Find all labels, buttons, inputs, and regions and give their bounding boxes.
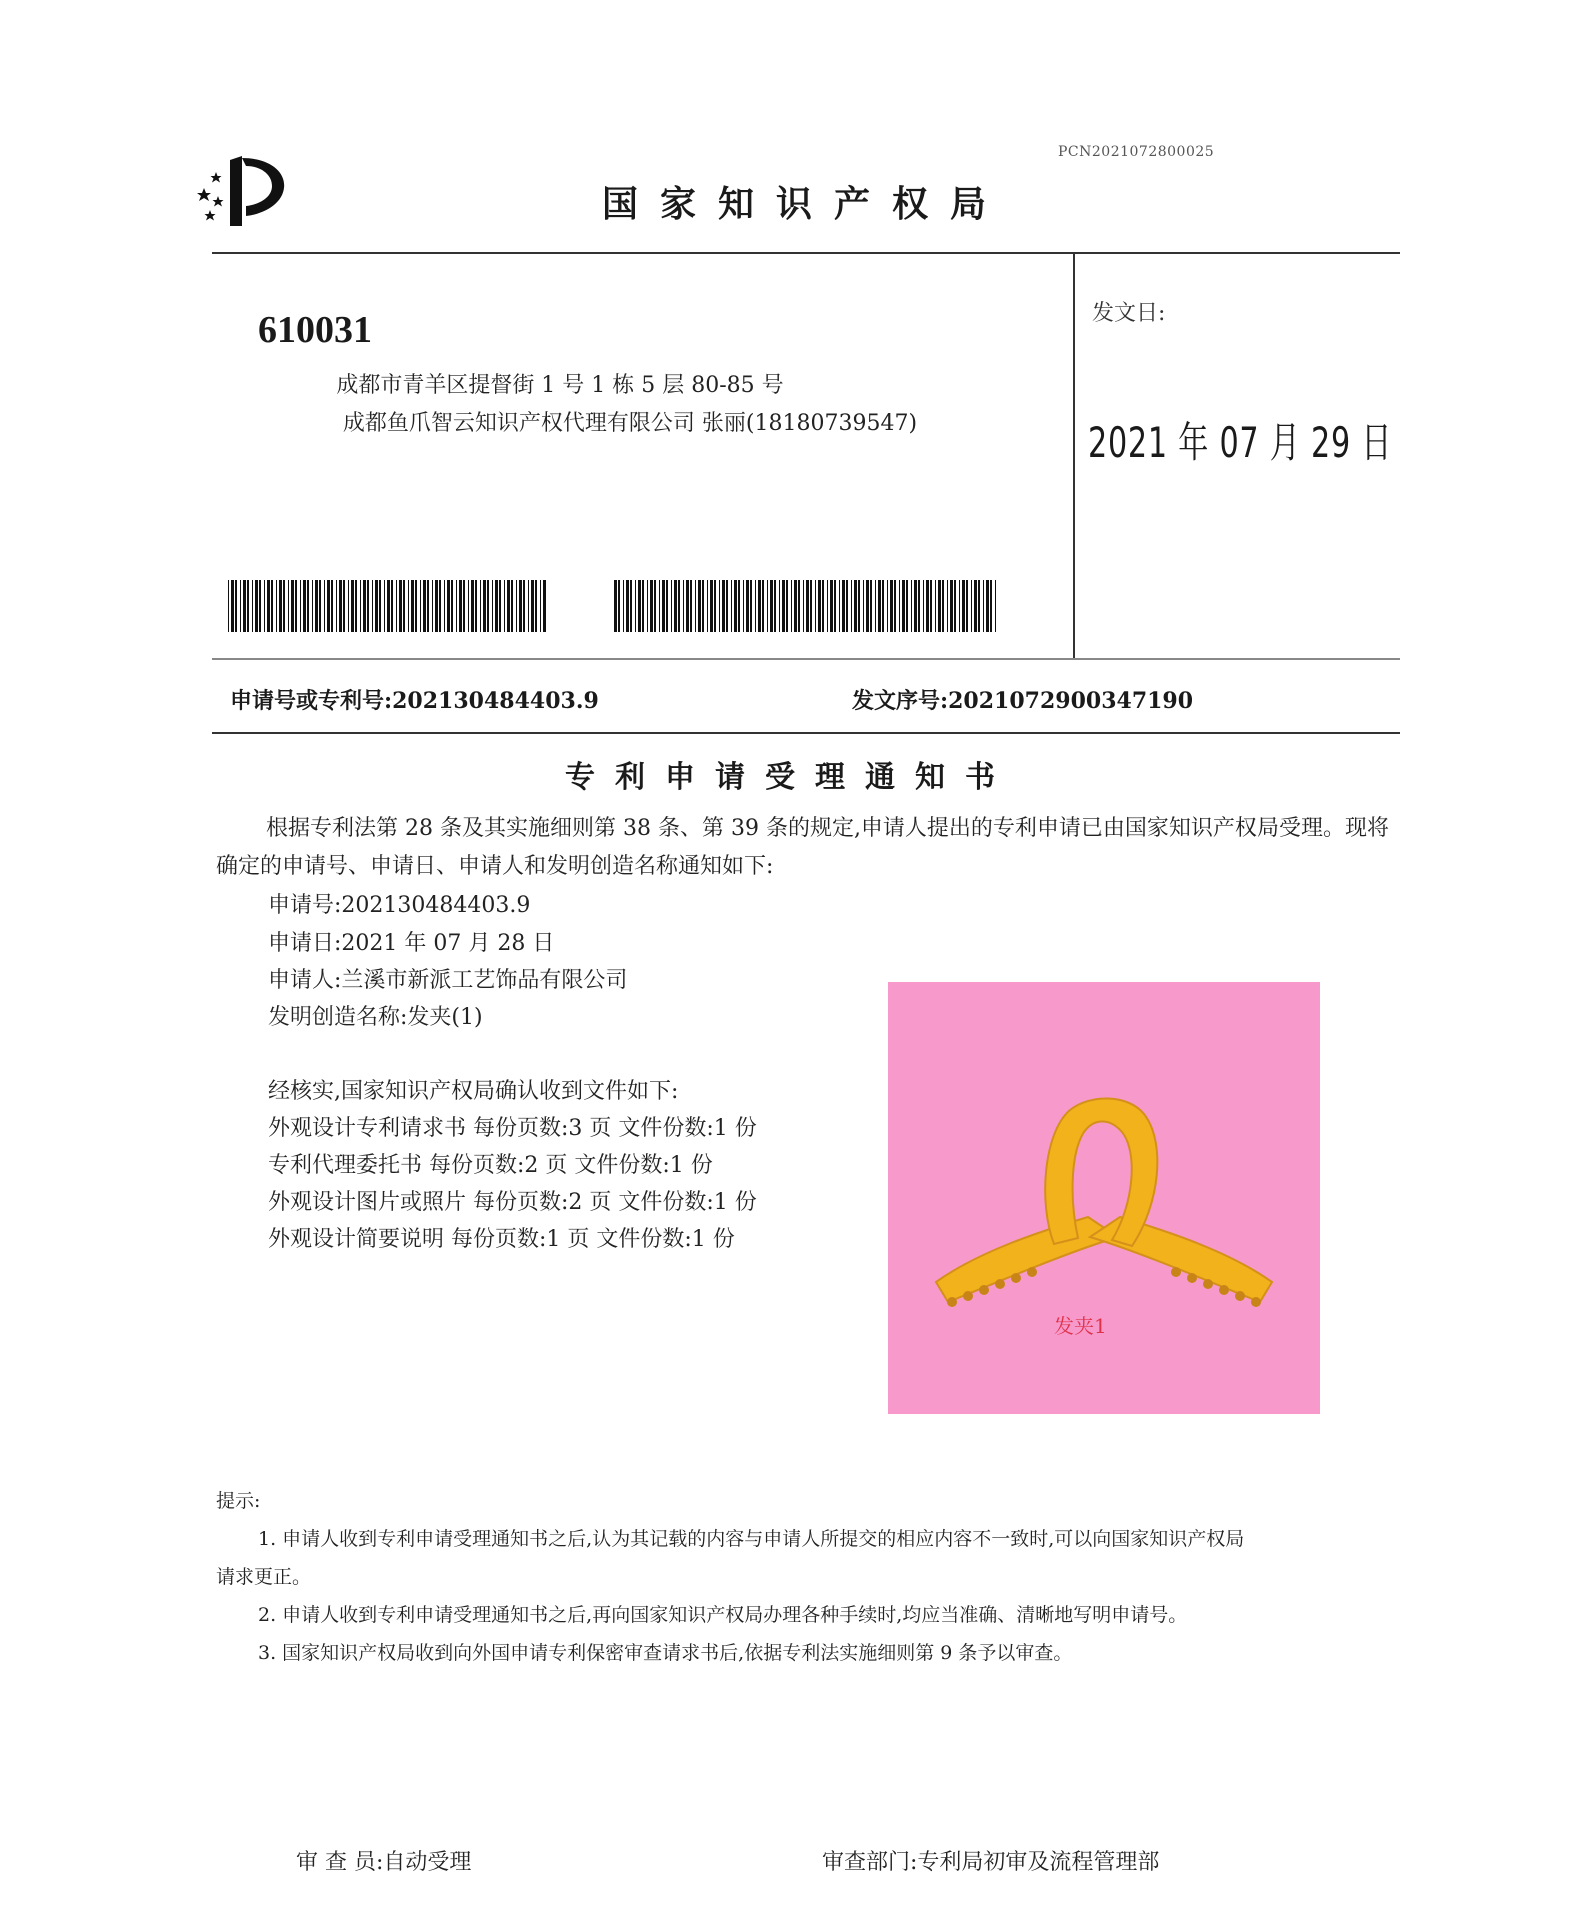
examiner: 审 查 员:自动受理 — [296, 1850, 472, 1875]
address-divider — [212, 658, 1400, 660]
tip-item: 1. 申请人收到专利申请受理通知书之后,认为其记载的内容与申请人所提交的相应内容不一致时,可以向国家知识产权局 — [258, 1528, 1245, 1550]
examining-department: 审查部门:专利局初审及流程管理部 — [822, 1850, 1160, 1875]
barcode-left — [228, 580, 546, 632]
column-divider — [1073, 254, 1075, 658]
tip-item: 2. 申请人收到专利申请受理通知书之后,再向国家知识产权局办理各种手续时,均应当准确、清晰地写明申请号。 — [258, 1604, 1188, 1626]
application-number-label: 申请号或专利号: — [230, 688, 393, 714]
cnipa-logo-icon — [190, 150, 300, 230]
field-application-no: 申请号:202130484403.9 — [268, 893, 531, 918]
application-number — [230, 684, 599, 715]
document-item: 外观设计专利请求书 每份页数:3 页 文件份数:1 份 — [268, 1116, 757, 1141]
header-divider — [212, 252, 1400, 254]
received-heading: 经核实,国家知识产权局确认收到文件如下: — [268, 1079, 679, 1104]
field-applicant: 申请人:兰溪市新派工艺饰品有限公司 — [268, 968, 628, 993]
barcode-right — [614, 580, 998, 632]
notice-intro: 根据专利法第 28 条及其实施细则第 38 条、第 39 条的规定,申请人提出的专利申请已由国家知识产权局受理。现将确定的申请号、申请日、申请人和发明创造名称通知如下: — [216, 816, 1389, 879]
photo-caption: 发夹1 — [1054, 1314, 1107, 1338]
postcode: 610031 — [258, 309, 372, 351]
dispatch-date: 2021 年 07 月 29 日 — [1088, 418, 1393, 467]
document-item: 专利代理委托书 每份页数:2 页 文件份数:1 份 — [268, 1153, 713, 1178]
tip-item: 3. 国家知识产权局收到向外国申请专利保密审查请求书后,依据专利法实施细则第 9 条予以审查。 — [258, 1642, 1073, 1664]
refs-divider — [212, 732, 1400, 734]
dispatch-sequence — [852, 684, 1193, 715]
design-photo — [888, 982, 1320, 1414]
tip-item: 请求更正。 — [216, 1566, 312, 1588]
notice-title: 专利申请受理通知书 — [565, 760, 1015, 795]
dispatch-sequence-label: 发文序号: — [852, 688, 949, 714]
tips-heading: 提示: — [216, 1490, 261, 1512]
hair-clip-icon — [888, 982, 1320, 1414]
field-design-name: 发明创造名称:发夹(1) — [268, 1005, 483, 1030]
document-item: 外观设计图片或照片 每份页数:2 页 文件份数:1 份 — [268, 1190, 757, 1215]
agency-name: 国家知识产权局 — [601, 184, 1008, 225]
document-item: 外观设计简要说明 每份页数:1 页 文件份数:1 份 — [268, 1227, 735, 1252]
dispatch-sequence-value: 2021072900347190 — [948, 688, 1194, 714]
document-code: PCN2021072800025 — [1058, 144, 1215, 160]
recipient-address: 成都市青羊区提督街 1 号 1 栋 5 层 80-85 号 — [336, 373, 784, 398]
field-application-date: 申请日:2021 年 07 月 28 日 — [268, 931, 555, 956]
application-number-value: 202130484403.9 — [392, 688, 599, 714]
recipient-agent: 成都鱼爪智云知识产权代理有限公司 张丽(18180739547) — [342, 411, 918, 436]
dispatch-date-label: 发文日: — [1092, 301, 1166, 326]
